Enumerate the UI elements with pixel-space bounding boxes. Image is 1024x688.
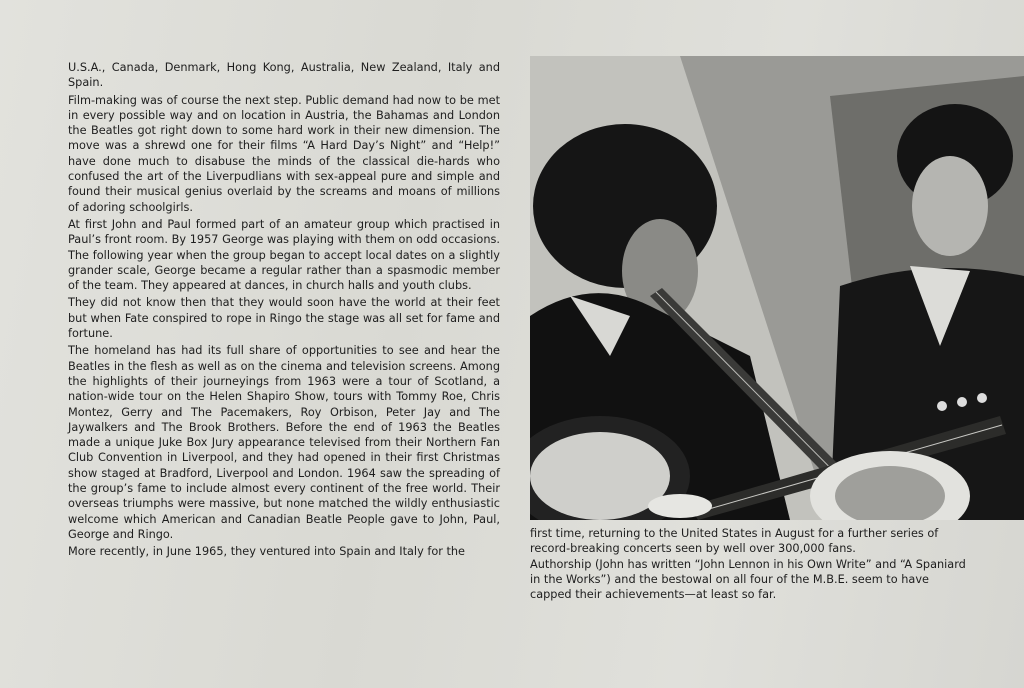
paragraph-early-group: At first John and Paul formed part of an amateur group which practised in Paul’s front room. By 1957 George was playing with them on odd occasions. The following year when the group began to accept local dates on a slightly grander scale, George became a regular rather than a spasmodic member of the team. They appeared at dances, in church halls and youth clubs.: [68, 217, 500, 293]
paragraph-homeland: The homeland has had its full share of opportunities to see and hear the Beatles in the flesh as well as on the cinema and television screens. Among the highlights of their journeyings from 1963 were a tour of Scotland, a nation-wide tour on the Helen Shapiro Show, tours with Tommy Roe, Chris Montez, Gerry and The Pacemakers, Roy Orbison, Peter Jay and The Jaywalkers and The Brook Brothers. Before the end of 1963 the Beatles made a unique Juke Box Jury appearance televised from their Northern Fan Club Convention in Liverpool, and they had opened in their first Christmas show staged at Bradford, Liverpool and London. 1964 saw the spreading of the group’s fame to include almost every continent of the free world. Their overseas triumphs were massive, but none matched the wildly enthusiastic welcome which American and Canadian Beatle People gave to John, Paul, George and Ringo.: [68, 344, 500, 541]
paragraph-fate: They did not know then that they would soon have the world at their feet but when Fate conspired to rope in Ringo the stage was all set for fame and fortune.: [68, 296, 500, 341]
paragraph-countries: U.S.A., Canada, Denmark, Hong Kong, Australia, New Zealand, Italy and Spain.: [68, 61, 500, 90]
right-text-column: [530, 526, 970, 602]
paragraph-spain-italy: More recently, in June 1965, they ventured into Spain and Italy for the: [68, 545, 466, 559]
paragraph-film-making: Film-making was of course the next step. Public demand had now to be met in every possible way and on location in Austria, the Bahamas and London the Beatles got right down to some hard work in their new dimension. The move was a shrewd one for their films “A Hard Day’s Night” and “Help!” have done much to disabuse the minds of the classical die-hards who confused the art of the Liverpudlians with sex-appeal pure and simple and found their musical genius overlaid by the screams and moans of millions of adoring schoolgirls.: [68, 93, 500, 214]
paragraph-authorship: Authorship (John has written “John Lennon in his Own Write” and “A Spaniard in the Works”) and the bestowal on all four of the M.B.E. seem to have capped their achievements—at least so far.: [530, 557, 966, 602]
paragraph-first-time: first time, returning to the United States in August for a further series of record-breaking concerts seen by well over 300,000 fans.: [530, 527, 939, 556]
photo-two-guitarists-icon: [530, 56, 1024, 520]
left-text-column: [68, 60, 500, 562]
